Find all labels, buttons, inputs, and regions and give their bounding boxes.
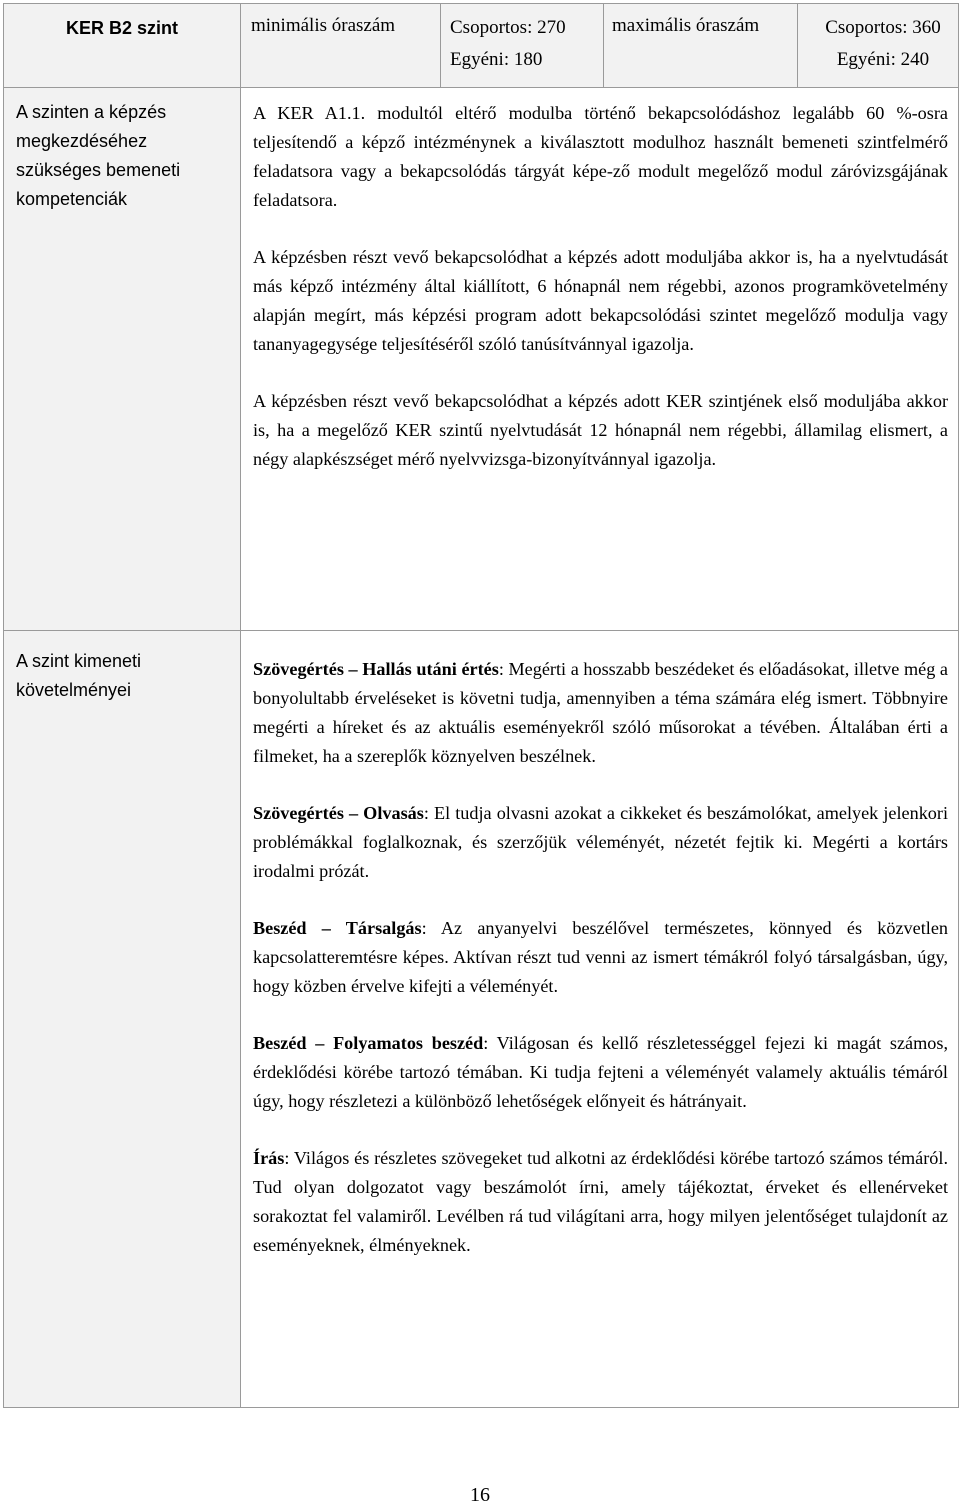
conversation-title: Beszéd – Társalgás bbox=[253, 918, 422, 938]
min-hours-label: minimális óraszám bbox=[241, 4, 441, 88]
entry-content bbox=[241, 88, 959, 631]
page-number: 16 bbox=[470, 1484, 490, 1506]
reading-paragraph bbox=[253, 799, 948, 886]
header-row bbox=[4, 4, 959, 88]
speech-text: : Világosan és kellő részletességgel fejezi ki magát számos, érdeklődési körébe tartozó témában. Ki tudja fejteni a véleményét valamely aktuális témáról úgy, hogy részletezi a különböző lehetőségek előnyeit és hátrányait. bbox=[253, 1033, 948, 1111]
writing-paragraph bbox=[253, 1144, 948, 1260]
writing-title: Írás bbox=[253, 1148, 285, 1168]
level-title: KER B2 szint bbox=[4, 4, 241, 88]
min-hours-values bbox=[441, 4, 604, 88]
requirements-table bbox=[3, 3, 959, 1408]
max-individual-hours: Egyéni: 240 bbox=[836, 49, 930, 70]
output-content bbox=[241, 631, 959, 1408]
output-label: A szint kimeneti követelményei bbox=[4, 631, 241, 1408]
max-group-hours: Csoportos: 360 bbox=[825, 17, 941, 38]
writing-text: : Világos és részletes szövegeket tud alkotni az érdeklődési körébe tartozó számos témáról. Tud olyan dolgozatot vagy beszámolót írni, amely tájékoztat, érveket és ellenérveket sorakoztat fel valamiről. Levélben rá tud világítani arra, hogy milyen jelentőséget tulajdonít az eseményeknek, élményeknek. bbox=[253, 1148, 948, 1255]
entry-row bbox=[4, 88, 959, 631]
reading-title: Szövegértés – Olvasás bbox=[253, 803, 424, 823]
max-hours-values bbox=[798, 4, 959, 88]
entry-label: A szinten a képzés megkezdéséhez szükséges bemeneti kompetenciák bbox=[4, 88, 241, 631]
min-individual-hours: Egyéni: 180 bbox=[450, 49, 543, 70]
listening-text: : Megérti a hosszabb beszédeket és előadásokat, illetve még a bonyolultabb érveléseket is követni tudja, amennyiben a téma számára elég ismert. Többnyire megérti a híreket és az aktuális eseményekről szóló műsorokat a tévében. Általában érti a filmeket, ha a szereplők köznyelven beszélnek. bbox=[253, 659, 948, 766]
speech-paragraph bbox=[253, 1029, 948, 1116]
speech-title: Beszéd – Folyamatos beszéd bbox=[253, 1033, 484, 1053]
entry-paragraph-3: A képzésben részt vevő bekapcsolódhat a képzés adott KER szintjének első moduljába akkor is, ha a megelőző KER szintű nyelvtudását 12 hónapnál nem régebbi, államilag elismert, a négy alapkészséget mérő nyelvvizsga-bizonyítvánnyal igazolja. bbox=[253, 391, 948, 469]
max-hours-label: maximális óraszám bbox=[604, 4, 798, 88]
conversation-paragraph bbox=[253, 914, 948, 1001]
listening-paragraph bbox=[253, 655, 948, 771]
conversation-text: : Az anyanyelvi beszélővel természetes, könnyed és közvetlen kapcsolatteremtésre képes. Aktívan részt tud venni az ismert témákról folyó társalgásban, úgy, hogy közben érvelve kifejti a véleményét. bbox=[253, 918, 948, 996]
entry-paragraph-1: A KER A1.1. modultól eltérő modulba történő bekapcsolódáshoz legalább 60 %-osra teljesítendő a képző intézménynek a kiválasztott modulhoz használt bemeneti szintfelmérő feladatsora vagy a bekapcsolódás tárgyát képe-ző modult megelőző modul záróvizsgájának feladatsora. bbox=[253, 103, 948, 210]
listening-title: Szövegértés – Hallás utáni értés bbox=[253, 659, 499, 679]
output-row bbox=[4, 631, 959, 1408]
min-group-hours: Csoportos: 270 bbox=[450, 17, 566, 38]
entry-paragraph-2: A képzésben részt vevő bekapcsolódhat a képzés adott moduljába akkor is, ha a nyelvtudását más képző intézmény által kiállított, 6 hónapnál nem régebbi, azonos programkövetelmény alapján megírt, más képzési program adott bekapcsolódási szintet megelőző modulja vagy tananyagegysége teljesítéséről szóló tanúsítvánnyal igazolja. bbox=[253, 247, 948, 354]
reading-text: : El tudja olvasni azokat a cikkeket és beszámolókat, amelyek jelenkori problémákkal foglalkoznak, és szerzőjük véleményét, nézetét fejtik ki. Megérti a kortárs irodalmi prózát. bbox=[253, 803, 948, 881]
